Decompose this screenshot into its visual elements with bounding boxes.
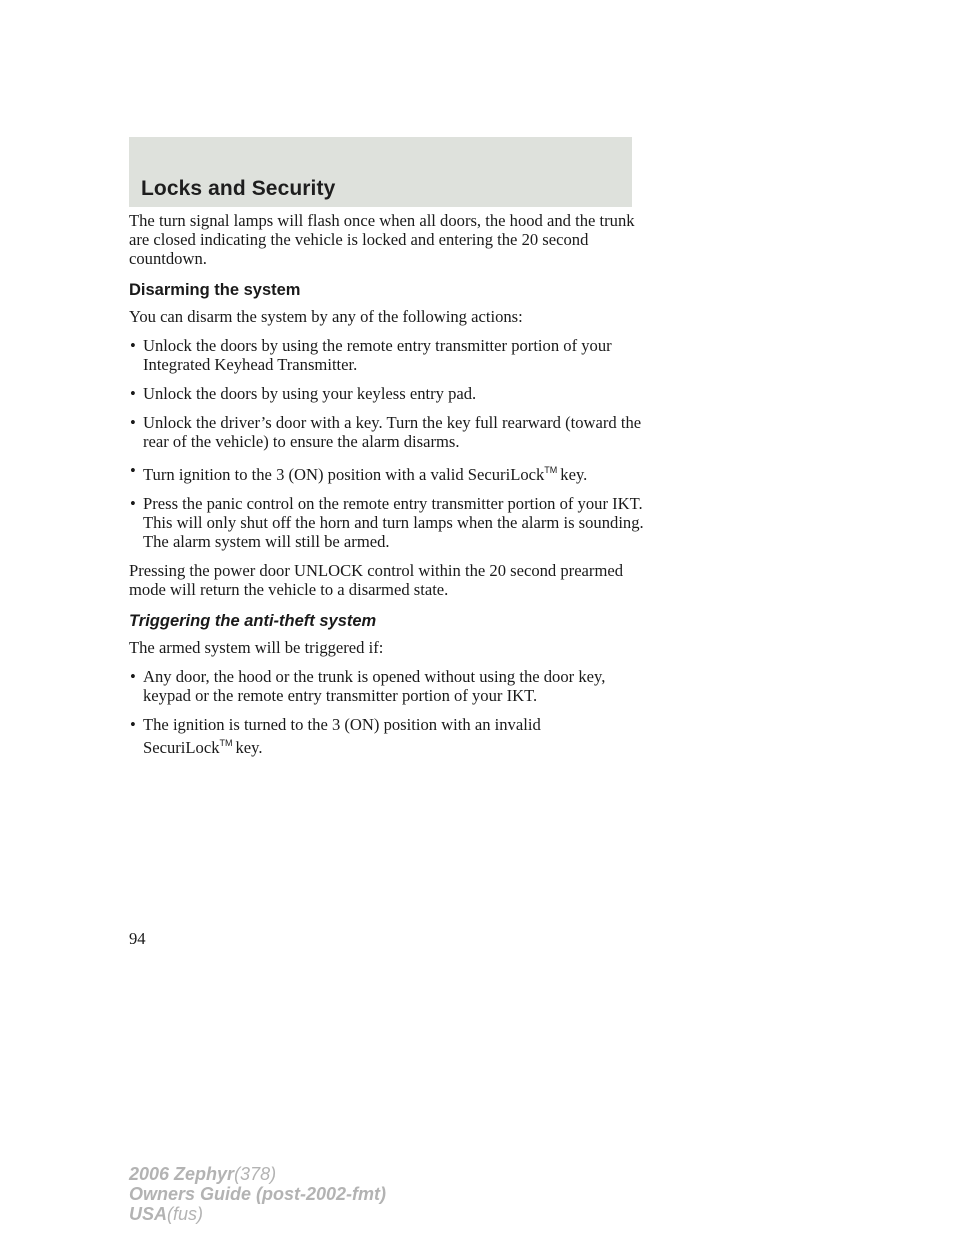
footer-market: USA	[129, 1204, 168, 1224]
list-item-text: Turn ignition to the 3 (ON) position with a valid SecuriLock	[143, 465, 545, 484]
bullet-icon: •	[130, 461, 136, 480]
list-item	[129, 667, 649, 705]
list-item	[129, 384, 649, 403]
section-header-band	[129, 137, 632, 207]
list-item-text: The ignition is turned to the 3 (ON) position with an invalid SecuriLock	[143, 715, 541, 757]
footer-line-model	[129, 1164, 386, 1184]
bullet-icon: •	[130, 715, 136, 734]
section-title: Locks and Security	[141, 177, 336, 200]
list-item-text: Press the panic control on the remote entry transmitter portion of your IKT. This will only shut off the horn and turn lamps when the alarm is sounding. The alarm system will still be armed.	[143, 494, 644, 551]
bullet-icon: •	[130, 384, 136, 403]
list-item	[129, 336, 649, 374]
list-item	[129, 715, 649, 757]
list-item-text: Unlock the doors by using your keyless entry pad.	[143, 384, 477, 403]
footer-model: 2006 Zephyr	[129, 1164, 235, 1184]
footer-line-guide	[129, 1184, 386, 1204]
trademark-mark: TM	[219, 738, 233, 748]
footer-line-market	[129, 1204, 386, 1224]
triggering-list	[129, 667, 649, 757]
document-footer	[129, 1164, 386, 1224]
list-item-text: Any door, the hood or the trunk is opened without using the door key, keypad or the remote entry transmitter portion of your IKT.	[143, 667, 606, 705]
bullet-icon: •	[130, 336, 136, 355]
footer-guide: Owners Guide (post-2002-fmt)	[129, 1184, 387, 1204]
page-number: 94	[129, 929, 146, 948]
bullet-icon: •	[130, 413, 136, 432]
list-item-text: Unlock the driver’s door with a key. Turn the key full rearward (toward the rear of the vehicle) to ensure the alarm disarms.	[143, 413, 642, 451]
triggering-lead: The armed system will be triggered if:	[129, 638, 384, 657]
disarming-closing: Pressing the power door UNLOCK control within the 20 second prearmed mode will return the vehicle to a disarmed state.	[129, 561, 624, 599]
bullet-icon: •	[130, 494, 136, 513]
bullet-icon: •	[130, 667, 136, 686]
footer-model-code: (378)	[234, 1164, 277, 1184]
disarming-lead: You can disarm the system by any of the following actions:	[129, 307, 523, 326]
page-content	[129, 211, 649, 767]
list-item-text-tail: key.	[560, 465, 588, 484]
disarming-list	[129, 336, 649, 551]
intro-paragraph: The turn signal lamps will flash once when all doors, the hood and the trunk are closed indicating the vehicle is locked and entering the 20 second countdown.	[129, 211, 635, 268]
trademark-mark: TM	[544, 465, 558, 475]
triggering-heading: Triggering the anti-theft system	[129, 612, 377, 630]
list-item	[129, 494, 649, 551]
list-item-text-tail: key.	[235, 738, 263, 757]
list-item-text: Unlock the doors by using the remote entry transmitter portion of your Integrated Keyhead Transmitter.	[143, 336, 612, 374]
list-item	[129, 413, 649, 451]
list-item	[129, 461, 649, 484]
disarming-heading: Disarming the system	[129, 281, 301, 299]
footer-market-code: (fus)	[167, 1204, 204, 1224]
